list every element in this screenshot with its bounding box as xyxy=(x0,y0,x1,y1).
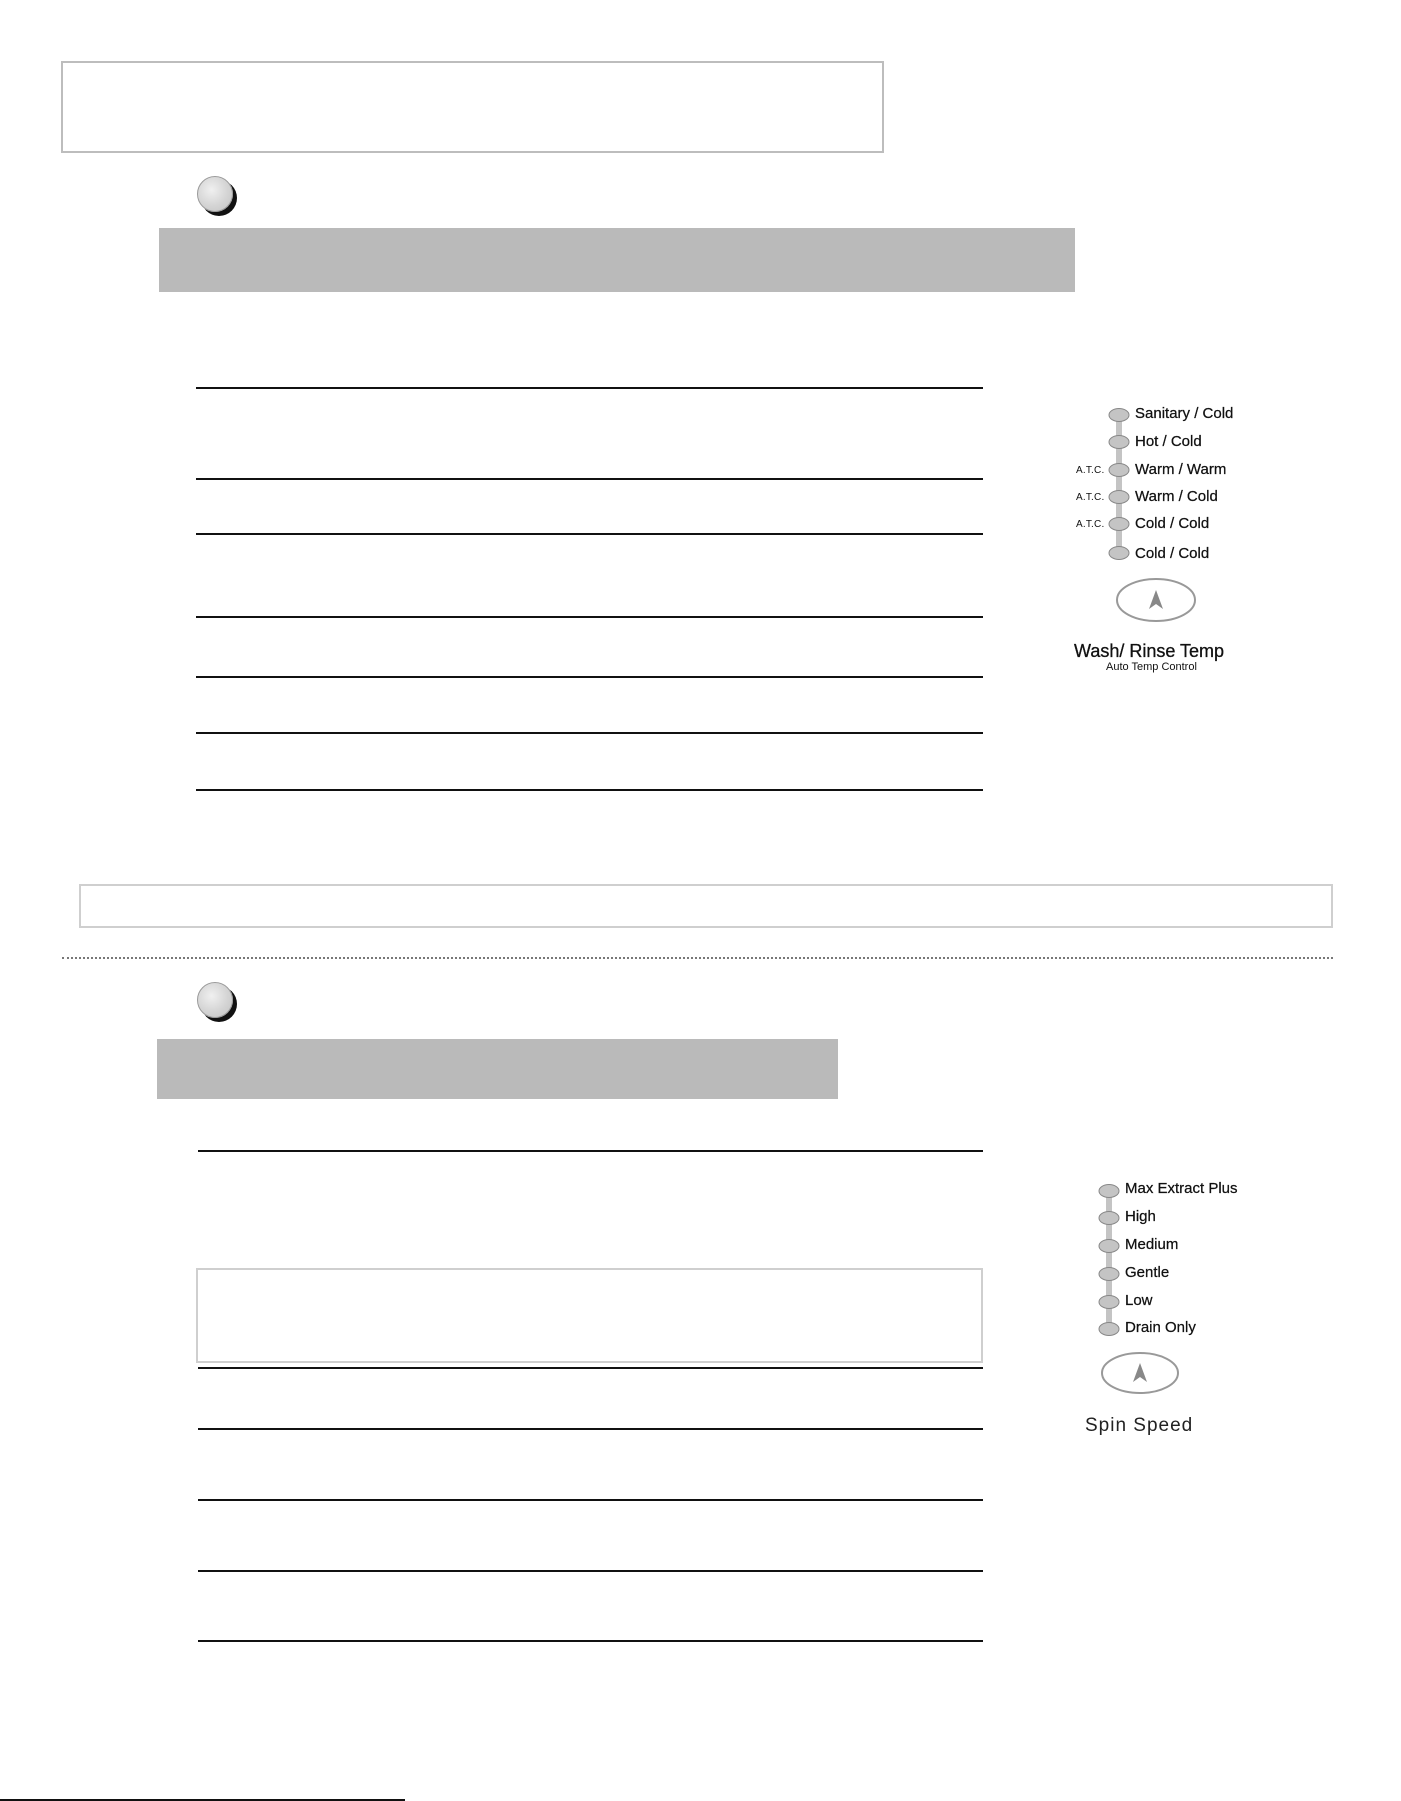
section-bullet-2 xyxy=(197,982,233,1018)
atc-marker: A.T.C. xyxy=(1076,492,1105,503)
table-row-divider xyxy=(198,1570,983,1572)
table-row-divider xyxy=(198,1150,983,1152)
table-row-divider xyxy=(198,1428,983,1430)
table-row-divider xyxy=(196,533,983,535)
atc-marker: A.T.C. xyxy=(1076,519,1105,530)
spin-speed-option-label: Low xyxy=(1125,1292,1153,1309)
indicator-light xyxy=(1099,1323,1119,1336)
indicator-light xyxy=(1109,464,1129,477)
table-row-divider xyxy=(196,732,983,734)
indicator-light xyxy=(1099,1240,1119,1253)
wash-temp-option-label: Hot / Cold xyxy=(1135,433,1202,450)
header-box xyxy=(61,61,884,153)
atc-marker: A.T.C. xyxy=(1076,465,1105,476)
section-separator xyxy=(62,957,1333,959)
indicator-light xyxy=(1099,1185,1119,1198)
section-bullet-1 xyxy=(197,176,233,212)
wash-temp-panel-subtitle: Auto Temp Control xyxy=(1106,661,1197,673)
table-row-divider xyxy=(198,1499,983,1501)
spin-speed-option-label: Drain Only xyxy=(1125,1319,1196,1336)
indicator-light xyxy=(1109,491,1129,504)
spin-speed-panel xyxy=(1080,1175,1280,1445)
wash-rinse-temp-panel xyxy=(1070,400,1270,680)
indicator-light xyxy=(1109,547,1129,560)
indicator-light xyxy=(1099,1212,1119,1225)
wash-temp-option-label: Warm / Warm xyxy=(1135,461,1227,478)
indicator-light xyxy=(1099,1296,1119,1309)
wash-temp-option-label: Warm / Cold xyxy=(1135,488,1218,505)
spin-speed-option-label: Max Extract Plus xyxy=(1125,1180,1238,1197)
indicator-light xyxy=(1099,1268,1119,1281)
table-row-divider xyxy=(196,789,983,791)
spin-speed-indicator-graphic xyxy=(1080,1175,1280,1445)
section-heading-band-1 xyxy=(159,228,1075,292)
wash-temp-option-label: Sanitary / Cold xyxy=(1135,405,1234,422)
wash-temp-option-label: Cold / Cold xyxy=(1135,545,1210,562)
spin-speed-option-label: Gentle xyxy=(1125,1264,1170,1281)
note-box xyxy=(196,1268,983,1363)
table-row-divider xyxy=(196,616,983,618)
spin-speed-option-label: Medium xyxy=(1125,1236,1179,1253)
table-row-divider xyxy=(196,676,983,678)
section-heading-band-2 xyxy=(157,1039,838,1099)
note-box xyxy=(79,884,1333,928)
indicator-light xyxy=(1109,436,1129,449)
indicator-light xyxy=(1109,409,1129,422)
table-row-divider xyxy=(198,1640,983,1642)
table-row-divider xyxy=(196,387,983,389)
table-row-divider xyxy=(198,1367,983,1369)
wash-temp-option-label: Cold / Cold xyxy=(1135,515,1210,532)
spin-speed-option-label: High xyxy=(1125,1208,1156,1225)
wash-temp-panel-title: Wash/ Rinse Temp xyxy=(1074,641,1225,661)
spin-speed-panel-title: Spin Speed xyxy=(1085,1415,1194,1436)
table-row-divider xyxy=(196,478,983,480)
indicator-light xyxy=(1109,518,1129,531)
